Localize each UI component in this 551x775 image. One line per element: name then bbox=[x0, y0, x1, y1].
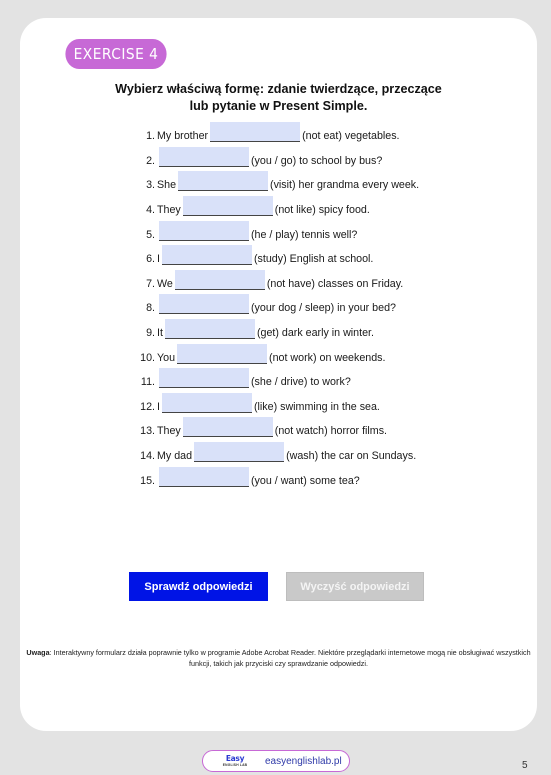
exercise-item bbox=[140, 173, 500, 198]
page-number: 5 bbox=[522, 760, 528, 771]
check-answers-button[interactable]: Sprawdź odpowiedzi bbox=[129, 572, 268, 601]
item-number: 10. bbox=[140, 351, 155, 364]
item-hint: (not work) on weekends. bbox=[269, 351, 386, 364]
note-label: Uwaga bbox=[26, 648, 50, 657]
answer-field[interactable] bbox=[159, 147, 249, 167]
exercise-item bbox=[140, 124, 500, 149]
answer-field[interactable] bbox=[162, 393, 252, 413]
item-hint: (you / go) to school by bus? bbox=[251, 154, 383, 167]
item-number: 7. bbox=[146, 277, 155, 290]
exercise-item bbox=[140, 321, 500, 346]
answer-field[interactable] bbox=[183, 196, 273, 216]
answer-field[interactable] bbox=[159, 467, 249, 487]
item-number: 12. bbox=[140, 400, 155, 413]
exercise-item bbox=[140, 419, 500, 444]
exercise-item bbox=[140, 395, 500, 420]
footer-site-badge[interactable] bbox=[202, 750, 350, 772]
item-number: 2. bbox=[146, 154, 155, 167]
answer-field[interactable] bbox=[183, 417, 273, 437]
answer-field[interactable] bbox=[175, 270, 265, 290]
item-hint: (your dog / sleep) in your bed? bbox=[251, 302, 396, 315]
item-subject: We bbox=[157, 277, 173, 290]
item-subject: It bbox=[157, 327, 163, 340]
item-subject: She bbox=[157, 179, 177, 192]
item-number: 13. bbox=[140, 425, 155, 438]
logo-word: Easy bbox=[225, 754, 245, 763]
answer-field[interactable] bbox=[177, 344, 267, 364]
item-subject: I bbox=[157, 253, 160, 266]
item-number: 5. bbox=[146, 228, 155, 241]
note-text bbox=[26, 648, 531, 669]
item-subject: My dad bbox=[157, 450, 193, 463]
answer-field[interactable] bbox=[178, 171, 268, 191]
item-number: 14. bbox=[140, 450, 155, 463]
answer-field[interactable] bbox=[194, 442, 284, 462]
instruction-line-1: Wybierz właściwą formę: zdanie twierdzące, przeczące bbox=[115, 82, 442, 96]
note-body: : Interaktywny formularz działa poprawnie tylko w programie Adobe Acrobat Reader. Niektóre przeglądarki internetowe mogą nie obsługiwać wszystkich funkcji, takich jak przyciski czy sprawdzanie odpowiedzi. bbox=[49, 648, 531, 668]
exercise-item bbox=[140, 370, 500, 395]
logo-sub: ENGLISH LAB bbox=[222, 763, 248, 767]
instruction-line-2: lub pytanie w Present Simple. bbox=[189, 98, 368, 113]
item-number: 3. bbox=[146, 179, 155, 192]
exercise-item bbox=[140, 149, 500, 174]
item-hint: (not eat) vegetables. bbox=[302, 130, 400, 143]
item-subject: My brother bbox=[157, 130, 209, 143]
site-link[interactable]: easyenglishlab.pl bbox=[265, 755, 342, 767]
worksheet-card bbox=[20, 18, 537, 731]
answer-field[interactable] bbox=[159, 294, 249, 314]
clear-answers-button[interactable]: Wyczyść odpowiedzi bbox=[286, 572, 424, 601]
answer-field[interactable] bbox=[159, 221, 249, 241]
item-subject: You bbox=[157, 351, 176, 364]
exercise-item bbox=[140, 272, 500, 297]
item-number: 1. bbox=[146, 130, 155, 143]
exercise-item bbox=[140, 198, 500, 223]
item-subject: They bbox=[157, 204, 181, 217]
exercise-item bbox=[140, 247, 500, 272]
exercise-item bbox=[140, 345, 500, 370]
easy-english-lab-logo-icon bbox=[215, 750, 255, 772]
exercise-badge: EXERCISE 4 bbox=[65, 39, 166, 69]
item-hint: (not watch) horror films. bbox=[274, 425, 388, 438]
instruction-text bbox=[20, 81, 537, 114]
item-number: 4. bbox=[146, 204, 155, 217]
item-subject: They bbox=[157, 425, 181, 438]
item-hint: (she / drive) to work? bbox=[251, 376, 351, 389]
answer-field[interactable] bbox=[210, 122, 300, 142]
item-hint: (you / want) some tea? bbox=[251, 474, 360, 487]
answer-field[interactable] bbox=[159, 368, 249, 388]
exercise-item bbox=[140, 222, 500, 247]
item-hint: (he / play) tennis well? bbox=[251, 228, 358, 241]
item-number: 11. bbox=[140, 376, 155, 389]
item-number: 9. bbox=[146, 327, 155, 340]
item-hint: (study) English at school. bbox=[253, 253, 374, 266]
answer-field[interactable] bbox=[162, 245, 252, 265]
item-number: 8. bbox=[146, 302, 155, 315]
item-hint: (visit) her grandma every week. bbox=[270, 179, 420, 192]
item-hint: (wash) the car on Sundays. bbox=[286, 450, 417, 463]
exercise-item bbox=[140, 468, 500, 493]
item-hint: (not like) spicy food. bbox=[274, 204, 370, 217]
item-hint: (not have) classes on Friday. bbox=[266, 277, 404, 290]
item-number: 6. bbox=[146, 253, 155, 266]
answer-field[interactable] bbox=[165, 319, 255, 339]
exercise-item bbox=[140, 296, 500, 321]
exercise-item bbox=[140, 444, 500, 469]
item-subject: I bbox=[157, 400, 160, 413]
item-hint: (get) dark early in winter. bbox=[256, 327, 374, 340]
exercise-list bbox=[140, 124, 500, 493]
item-hint: (like) swimming in the sea. bbox=[253, 400, 380, 413]
item-number: 15. bbox=[140, 474, 155, 487]
